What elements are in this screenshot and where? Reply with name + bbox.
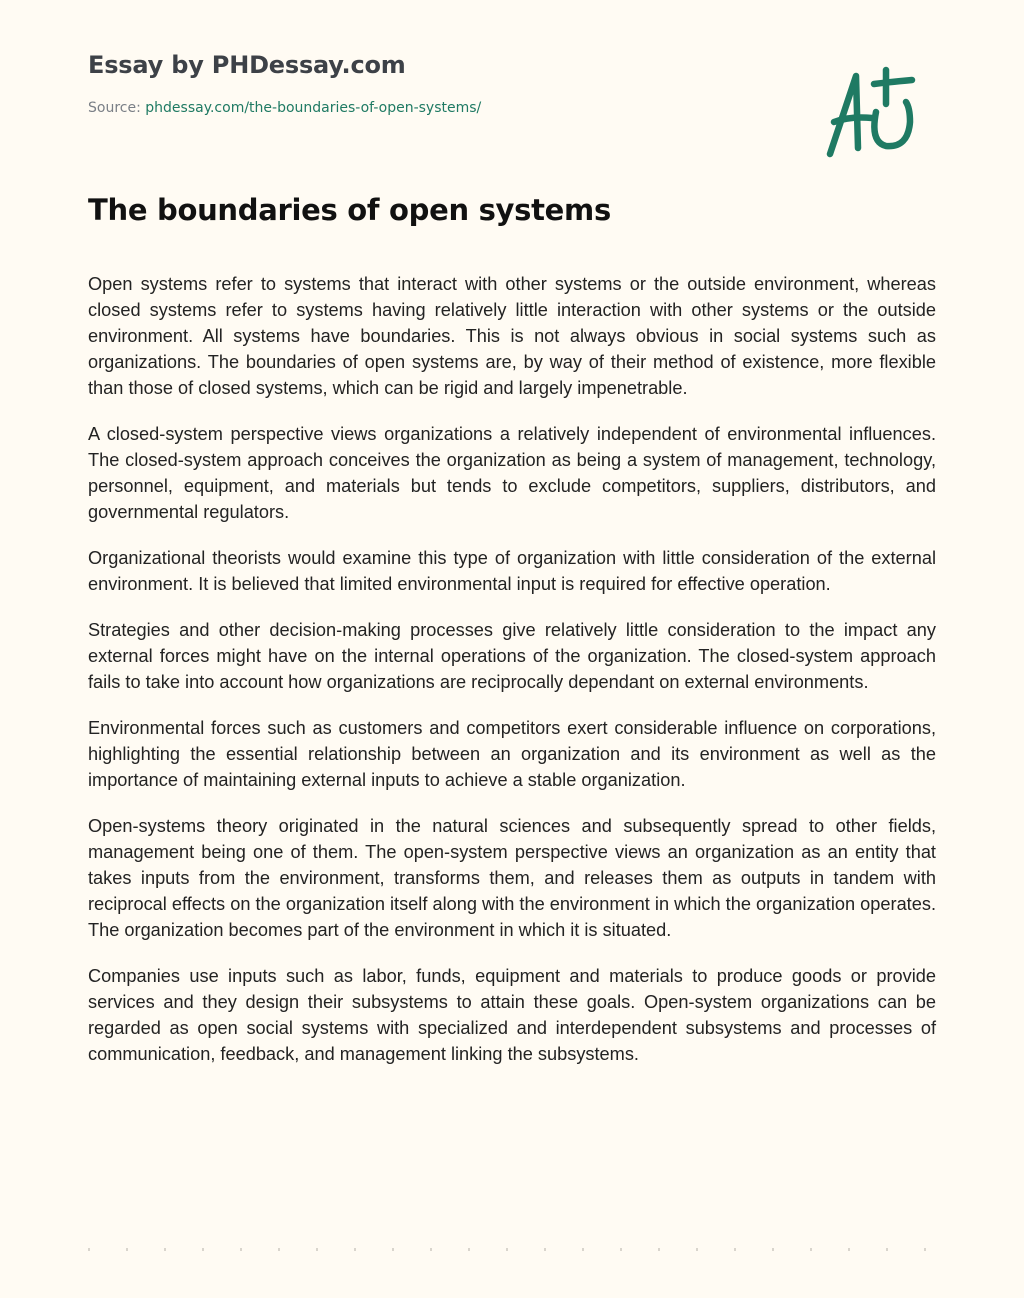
paragraph: Open systems refer to systems that interact with other systems or the outside environment, whereas closed systems refer to systems having relatively little interaction with other systems or the outside environment. All systems have boundaries. This is not always obvious in social systems such as organizations. The boundaries of open systems are, by way of their method of existence, more flexible than those of closed systems, which can be rigid and largely impenetrable. [88,274,936,398]
essay-title: The boundaries of open systems [88,193,611,227]
paragraph: Environmental forces such as customers and competitors exert considerable influence on corporations, highlighting the essential relationship between an organization and its environment as well as the importance of maintaining external inputs to achieve a stable organization. [88,718,936,790]
essay-body [88,271,936,1087]
source-label: Source: [88,100,141,116]
source-link[interactable]: phdessay.com/the-boundaries-of-open-systems/ [145,100,482,116]
page-header [88,48,788,118]
a-plus-grade-icon [820,62,930,162]
paragraph: Open-systems theory originated in the natural sciences and subsequently spread to other fields, management being one of them. The open-system perspective views an organization as an entity that takes inputs from the environment, transforms them, and releases them as outputs in tandem with reciprocal effects on the organization itself along with the environment in which the organization operates. The organization becomes part of the environment in which it is situated. [88,816,936,940]
paragraph: Strategies and other decision-making processes give relatively little consideration to the impact any external forces might have on the internal operations of the organization. The closed-system approach fails to take into account how organizations are reciprocally dependant on external environments. [88,620,936,692]
clipped-text-ascenders [88,1248,936,1251]
paragraph: Organizational theorists would examine this type of organization with little consideration of the external environment. It is believed that limited environmental input is required for effective operation. [88,548,936,594]
source-line [88,98,788,118]
paragraph: Companies use inputs such as labor, funds, equipment and materials to produce goods or provide services and they design their subsystems to attain these goals. Open-system organizations can be regarded as open social systems with specialized and interdependent subsystems and processes of communication, feedback, and management linking the subsystems. [88,966,936,1064]
clipped-paragraph [88,1246,936,1254]
paragraph: A closed-system perspective views organizations a relatively independent of environmental influences. The closed-system approach conceives the organization as being a system of management, technology, personnel, equipment, and materials but tends to exclude competitors, suppliers, distributors, and governmental regulators. [88,424,936,522]
site-title: Essay by PHDessay.com [88,51,406,79]
